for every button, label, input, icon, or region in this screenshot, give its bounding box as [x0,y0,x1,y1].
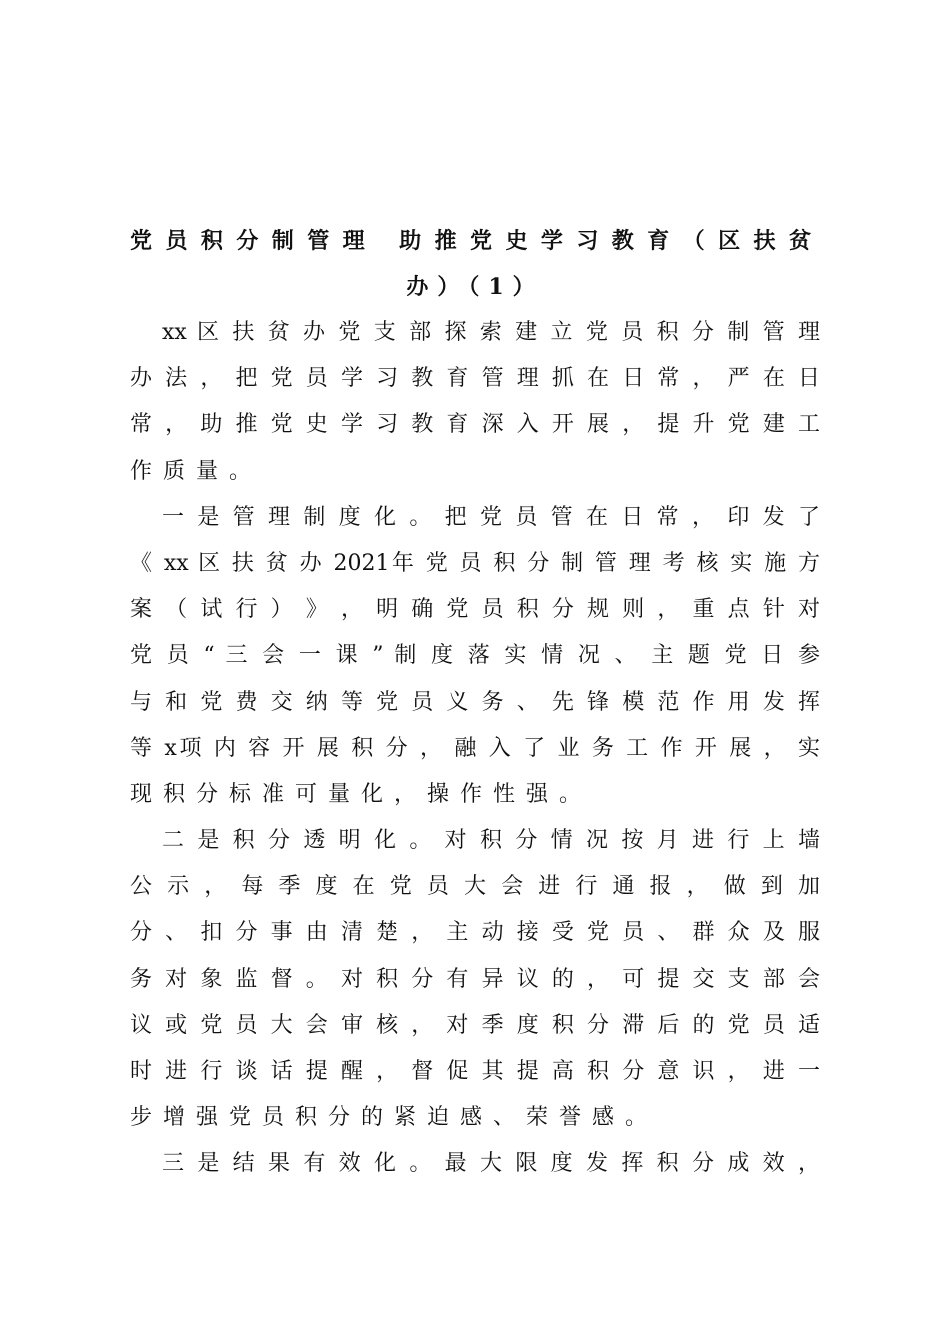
document-body [130,310,820,1188]
paragraph-2-line-1: 一 是 管 理 制 度 化 。 把 党 员 管 在 日 常 ， 印 发 了 [162,504,820,530]
paragraph-3-line-4: 务 对 象 监 督 。 对 积 分 有 异 议 的 ， 可 提 交 支 部 会 [130,966,820,992]
paragraph-3-line-2: 公 示 ， 每 季 度 在 党 员 大 会 进 行 通 报 ， 做 到 加 [130,874,820,900]
document-title-line-1: 党员积分制管理 助推党史学习教育（区扶贫 [130,228,820,254]
paragraph-1-line-1: xx 区 扶 贫 办 党 支 部 探 索 建 立 党 员 积 分 制 管 理 [162,320,820,345]
paragraph-1-line-3: 常 ， 助 推 党 史 学 习 教 育 深 入 开 展 ， 提 升 党 建 工 [130,412,820,438]
paragraph-3-line-7: 步增强党员积分的紧迫感、荣誉感。 [130,1105,659,1131]
paragraph-3-line-5: 议 或 党 员 大 会 审 核 ， 对 季 度 积 分 滞 后 的 党 员 适 [130,1012,820,1038]
paragraph-2-line-5: 与 和 党 费 交 纳 等 党 员 义 务 、 先 锋 模 范 作 用 发 挥 [130,689,820,715]
document-title-line-2: 办）（1） [406,274,544,300]
paragraph-2-line-2: 《 xx 区 扶 贫 办 2021年 党 员 积 分 制 管 理 考 核 实 施 方 [130,550,820,576]
paragraph-3-line-1: 二 是 积 分 透 明 化 。 对 积 分 情 况 按 月 进 行 上 墙 [162,828,820,854]
paragraph-4-line-1: 三 是 结 果 有 效 化 。 最 大 限 度 发 挥 积 分 成 效 ， [162,1151,820,1177]
paragraph-1-line-2: 办 法 ， 把 党 员 学 习 教 育 管 理 抓 在 日 常 ， 严 在 日 [130,366,820,392]
paragraph-1-line-4: 作质量。 [130,458,263,484]
paragraph-2-line-6: 等 x项 内 容 开 展 积 分 ， 融 入 了 业 务 工 作 开 展 ， 实 [130,735,820,761]
paragraph-2-line-7: 现积分标准可量化，操作性强。 [130,781,593,807]
paragraph-3-line-6: 时 进 行 谈 话 提 醒 ， 督 促 其 提 高 积 分 意 识 ， 进 一 [130,1059,820,1084]
paragraph-2-line-4: 党 员 “ 三 会 一 课 ” 制 度 落 实 情 况 、 主 题 党 日 参 [130,643,820,669]
paragraph-2-line-3: 案 （ 试 行 ） 》 ， 明 确 党 员 积 分 规 则 ， 重 点 针 对 [130,597,820,623]
paragraph-3-line-3: 分 、 扣 分 事 由 清 楚 ， 主 动 接 受 党 员 、 群 众 及 服 [130,920,820,946]
